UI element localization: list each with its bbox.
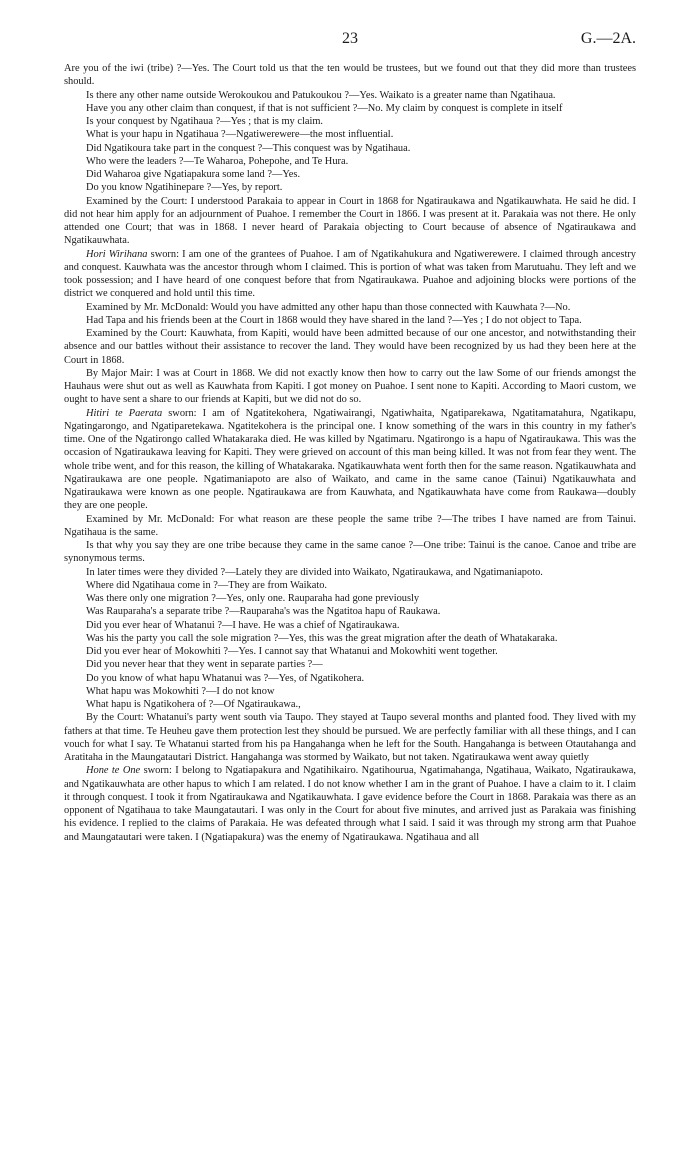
paragraph <box>64 327 636 367</box>
paragraph <box>64 685 636 698</box>
paragraph <box>64 367 636 407</box>
paragraph <box>64 632 636 645</box>
paragraph-text: Is that why you say they are one tribe because they came in the same canoe ?—One tribe: Tainui is the canoe. Canoe and tribe are synonymous terms. <box>64 540 636 565</box>
paragraph-text: What is your hapu in Ngatihaua ?—Ngatiwerewere—the most influential. <box>86 129 394 141</box>
paragraph <box>64 407 636 513</box>
paragraph-text: What hapu was Mokowhiti ?—I do not know <box>86 685 275 697</box>
paragraph <box>64 619 636 632</box>
paragraph-text: sworn: I am one of the grantees of Puahoe. I am of Ngatikahukura and Ngatiwerewere. I claimed through ancestry and conquest. Kauwhata was the ancestor through whom I claimed. This is portion of what was taken from Marutuahu. They left and we took possession; and I have heard of one conquest before that from Ngatiraukawa. Puahoe and adjoining blocks were portions of the district we conquered and hold until this time. <box>64 248 636 300</box>
paragraph <box>64 566 636 579</box>
paragraph-text: In later times were they divided ?—Lately they are divided into Waikato, Ngatiraukawa, and Ngatimaniapoto. <box>86 566 543 578</box>
paragraph-text: Have you any other claim than conquest, if that is not sufficient ?—No. My claim by conquest is complete in itself <box>86 102 563 114</box>
document-reference: G.—2A. <box>580 30 636 47</box>
paragraph <box>64 645 636 658</box>
paragraph <box>64 62 636 89</box>
speaker-name: Hitiri te Paerata <box>86 407 163 419</box>
paragraph-text: sworn: I am of Ngatitekohera, Ngatiwairangi, Ngatiwhaita, Ngatiparekawa, Ngatitamatahura, Ngatikapu, Ngatingarongo, and Ngatiparetekawa. Ngatitekohera is the principal one. I know something of the wars in this country in my father's time. One of the Ngatirongo called Whatakaraka died. He was killed by Ngatimaru. Ngatirongo is a hapu of Ngatiraukawa. This was the occasion of Ngatiraukawa leaving for Kapiti. They were grieved on account of this man being killed. It was not from fear they went. The whole tribe went, and for this reason, the killing of Whatakaraka. Ngatikauwhata went forth then for the same reason. Ngatikauwhata and Ngatiraukawa are one people. Ngatimaniapoto are also of Waikato, and came in the same canoe (Tainui) Ngatikauwhata and Ngatiraukawa were known as one people. Ngatiraukawa are from Kauwhata, and Ngatikauwhata have come from Raukawa—doubly they are one people. <box>64 407 637 512</box>
paragraph-text: Had Tapa and his friends been at the Court in 1868 would they have shared in the land ?—Yes ; I do not object to Tapa. <box>86 314 582 326</box>
paragraph-text: Do you know Ngatihinepare ?—Yes, by report. <box>86 182 283 194</box>
paragraph <box>64 248 636 301</box>
paragraph-text: Did you ever hear of Whatanui ?—I have. He was a chief of Ngatiraukawa. <box>86 619 400 631</box>
paragraph <box>64 698 636 711</box>
paragraph-text: By the Court: Whatanui's party went south via Taupo. They stayed at Taupo several months and planted food. They lived with my fathers at that time. Te Heuheu gave them protection lest they should be pursued. We are perfectly familiar with all these things, and I can vouch for what I say. Te Whatanui started from his pa Hangahanga when he left for the South. Hangahanga is between Otautahanga and Aratitaha in the Maungatautari District. Hangahanga was stormed by Waikato, but not taken. Ngatiraukawa went away quietly <box>64 712 636 763</box>
paragraph <box>64 592 636 605</box>
paragraph <box>64 513 636 540</box>
paragraph <box>64 168 636 181</box>
paragraph-text: Do you know of what hapu Whatanui was ?—Yes, of Ngatikohera. <box>86 672 365 684</box>
paragraph-text: Who were the leaders ?—Te Waharoa, Pohepohe, and Te Hura. <box>86 155 349 167</box>
paragraph-text: Examined by Mr. McDonald: Would you have admitted any other hapu than those connected with Kauwhata ?—No. <box>86 301 571 313</box>
paragraph <box>64 301 636 314</box>
paragraph-text: Examined by Mr. McDonald: For what reason are these people the same tribe ?—The tribes I have named are from Tainui. Ngatihaua is the same. <box>64 513 636 538</box>
paragraph <box>64 579 636 592</box>
paragraph-text: By Major Mair: I was at Court in 1868. We did not exactly know then how to carry out the law Some of our friends amongst the Hauhaus were shut out as well as Kauwhata from Kapiti. I got money on Puahoe. I sent none to Kapiti. According to Maori custom, we ought to have sent a share to our friends at Kapiti, but we did not do so. <box>64 367 636 406</box>
paragraph <box>64 181 636 194</box>
body-text <box>64 62 636 844</box>
paragraph <box>64 711 636 764</box>
paragraph-text: Was Rauparaha's a separate tribe ?—Rauparaha's was the Ngatitoa hapu of Raukawa. <box>86 606 441 618</box>
speaker-name: Hone te One <box>86 765 141 777</box>
paragraph <box>64 314 636 327</box>
paragraph-text: Is there any other name outside Werokoukou and Patukoukou ?—Yes. Waikato is a greater name than Ngatihaua. <box>86 89 556 101</box>
paragraph <box>64 128 636 141</box>
paragraph <box>64 115 636 128</box>
paragraph <box>64 658 636 671</box>
paragraph-text: Are you of the iwi (tribe) ?—Yes. The Court told us that the ten would be trustees, but we found out that they did more than trustees should. <box>64 63 636 88</box>
paragraph <box>64 155 636 168</box>
paragraph-text: Examined by the Court: Kauwhata, from Kapiti, would have been admitted because of our one ancestor, and notwithstanding their absence and our battles without their assistance to recover the land. They would have been recognized by us had they been here at the Court in 1868. <box>64 328 636 366</box>
paragraph <box>64 539 636 566</box>
paragraph-text: Is your conquest by Ngatihaua ?—Yes ; that is my claim. <box>86 116 324 127</box>
paragraph-text: Did you ever hear of Mokowhiti ?—Yes. I cannot say that Whatanui and Mokowhiti went together. <box>86 646 498 657</box>
paragraph <box>64 142 636 155</box>
paragraph-text: sworn: I belong to Ngatiapakura and Ngatihikairo. Ngatihourua, Ngatimahanga, Ngatihaua, Waikato, Ngatiraukawa, and Ngatikauwhata are other hapus to which I am related. I do not know whether I am in the grant of Puahoe. I have a claim to it. I claim it through conquest. I took it from Ngatiraukawa and Ngatikauwhata. I gave evidence before the Court in 1868. Parakaia was there as an opponent of Ngatihaua to take Maungatautari. I was only in the Court for about five minutes, and arrived just as Parakaia was finishing his evidence. I replied to the claims of Parakaia. He was defeated through what I said. I said it was through my strong arm that Puahoe and Maungatautari were taken. I (Ngatiapakura) was the enemy of Ngatiraukawa. Ngatihaua and all <box>64 765 636 843</box>
page-number: 23 <box>342 30 358 47</box>
paragraph-text: Did Ngatikoura take part in the conquest ?—This conquest was by Ngatihaua. <box>86 142 411 154</box>
paragraph <box>64 195 636 248</box>
speaker-name: Hori Wirihana <box>86 248 148 260</box>
paragraph-text: Examined by the Court: I understood Parakaia to appear in Court in 1868 for Ngatiraukawa and Ngatikauwhata. He said he did. I did not hear him apply for an adjournment of Puahoe. I remember the Court in 1866. I was present at it. Parakaia was not there. He only attended one Court; that was in 1868. I never heard of Parakaia objecting to Court because of absence of Ngatiraukawa and Ngatikauwhata. <box>64 195 636 247</box>
paragraph-text: Was there only one migration ?—Yes, only one. Rauparaha had gone previously <box>86 593 420 604</box>
paragraph-text: Where did Ngatihaua come in ?—They are from Waikato. <box>86 579 328 591</box>
paragraph-text: Was his the party you call the sole migration ?—Yes, this was the great migration after the death of Whatakaraka. <box>86 632 558 644</box>
paragraph <box>64 764 636 844</box>
paragraph <box>64 102 636 115</box>
paragraph <box>64 672 636 685</box>
paragraph <box>64 605 636 618</box>
paragraph-text: Did you never hear that they went in separate parties ?— <box>86 659 323 671</box>
page-header <box>64 30 636 50</box>
paragraph-text: Did Waharoa give Ngatiapakura some land ?—Yes. <box>86 169 301 180</box>
paragraph-text: What hapu is Ngatikohera of ?—Of Ngatiraukawa., <box>86 699 301 710</box>
paragraph <box>64 89 636 102</box>
